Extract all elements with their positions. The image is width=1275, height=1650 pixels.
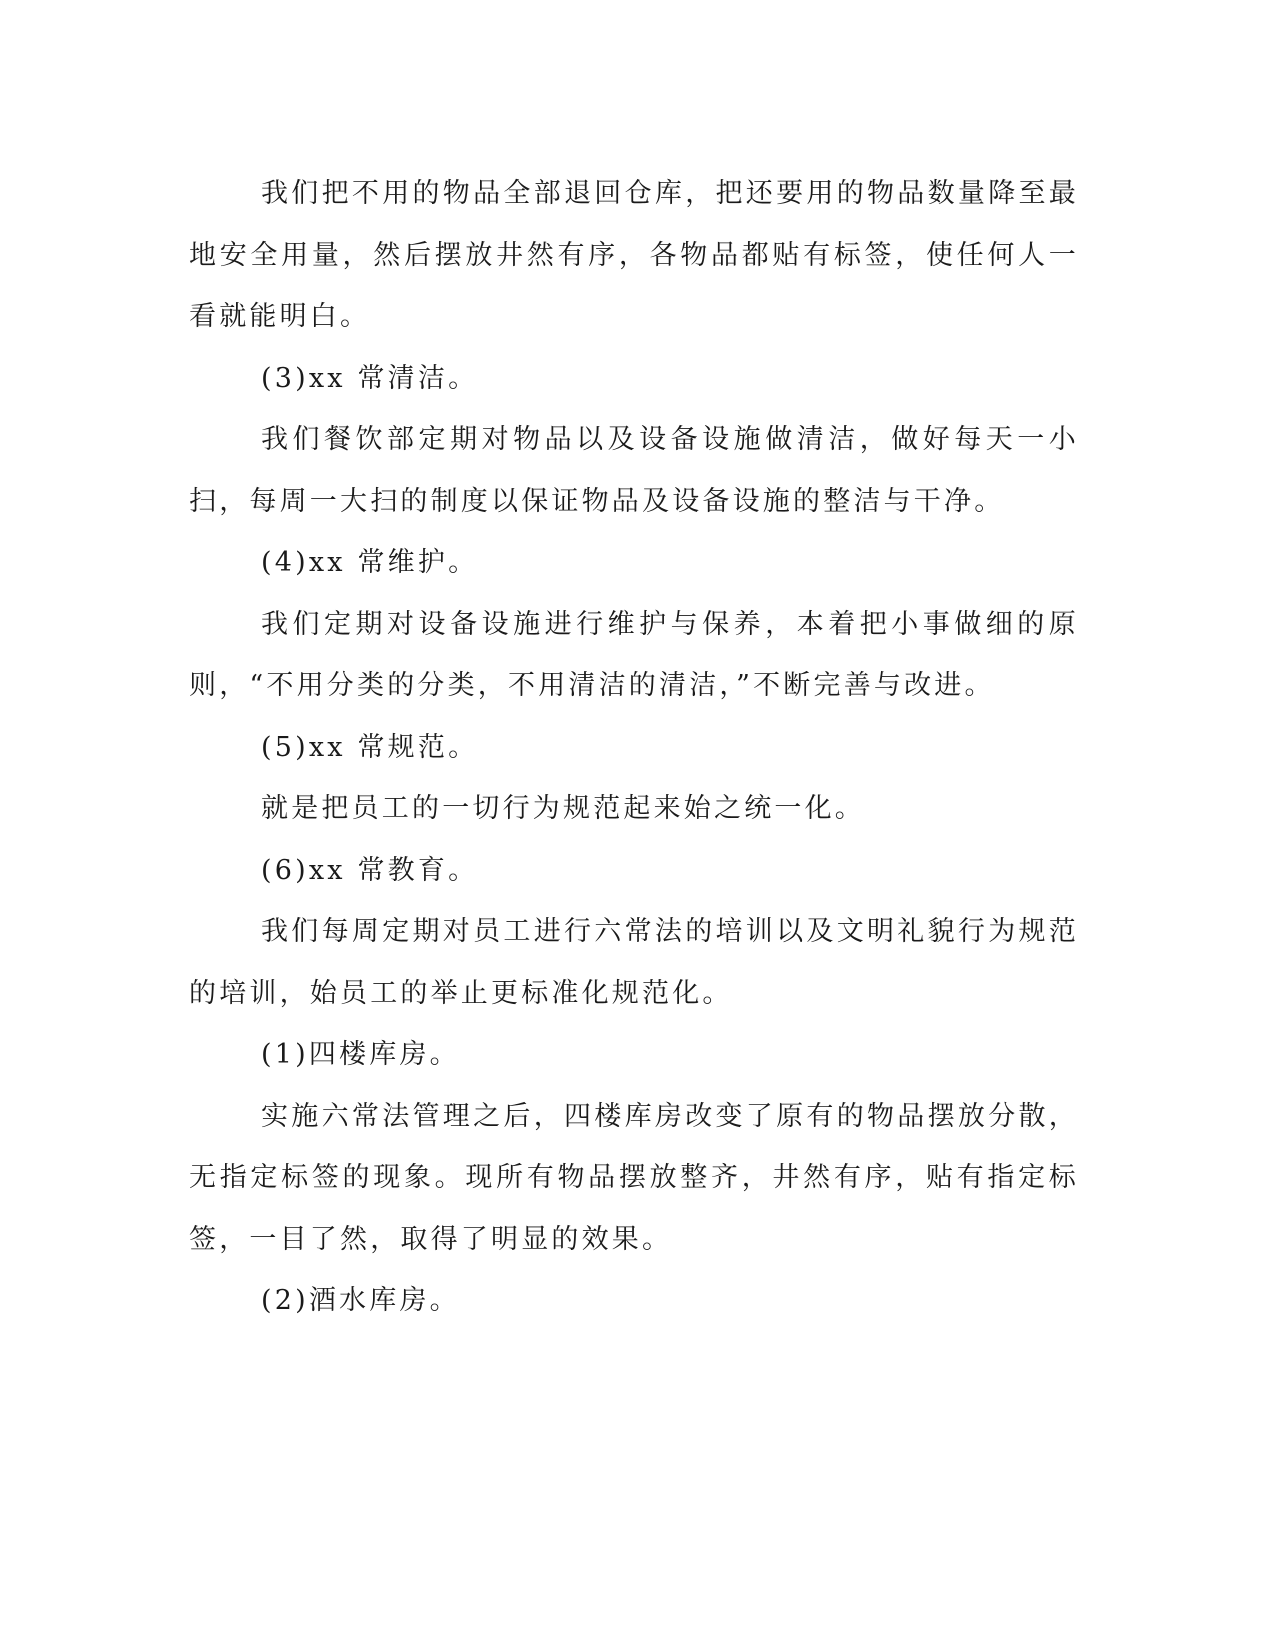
heading-cleaning: (3)xx 常清洁。 xyxy=(261,362,479,394)
heading-fourth-floor-storage: (1)四楼库房。 xyxy=(261,1039,460,1070)
document-body xyxy=(189,163,1079,1332)
paragraph-standards: 就是把员工的一切行为规范起来始之统一化。 xyxy=(261,793,865,824)
paragraph-fourth-floor-storage: 实施六常法管理之后，四楼库房改变了原有的物品摆放分散，无指定标签的现象。现所有物品摆放整齐，井然有序，贴有指定标签，一目了然，取得了明显的效果。 xyxy=(189,1100,1079,1255)
heading-education: (6)xx 常教育。 xyxy=(261,854,479,886)
paragraph-cleaning: 我们餐饮部定期对物品以及设备设施做清洁，做好每天一小扫，每周一大扫的制度以保证物品及设备设施的整洁与干净。 xyxy=(189,424,1079,517)
heading-beverage-storage: (2)酒水库房。 xyxy=(261,1285,460,1316)
paragraph-maintenance: 我们定期对设备设施进行维护与保养，本着把小事做细的原则，“不用分类的分类，不用清洁的清洁，”不断完善与改进。 xyxy=(189,608,1079,701)
heading-maintenance: (4)xx 常维护。 xyxy=(261,547,479,578)
paragraph-education: 我们每周定期对员工进行六常法的培训以及文明礼貌行为规范的培训，始员工的举止更标准化规范化。 xyxy=(189,916,1079,1009)
heading-standards: (5)xx 常规范。 xyxy=(261,731,479,763)
paragraph-return-items: 我们把不用的物品全部退回仓库，把还要用的物品数量降至最地安全用量，然后摆放井然有序，各物品都贴有标签，使任何人一看就能明白。 xyxy=(189,178,1079,332)
